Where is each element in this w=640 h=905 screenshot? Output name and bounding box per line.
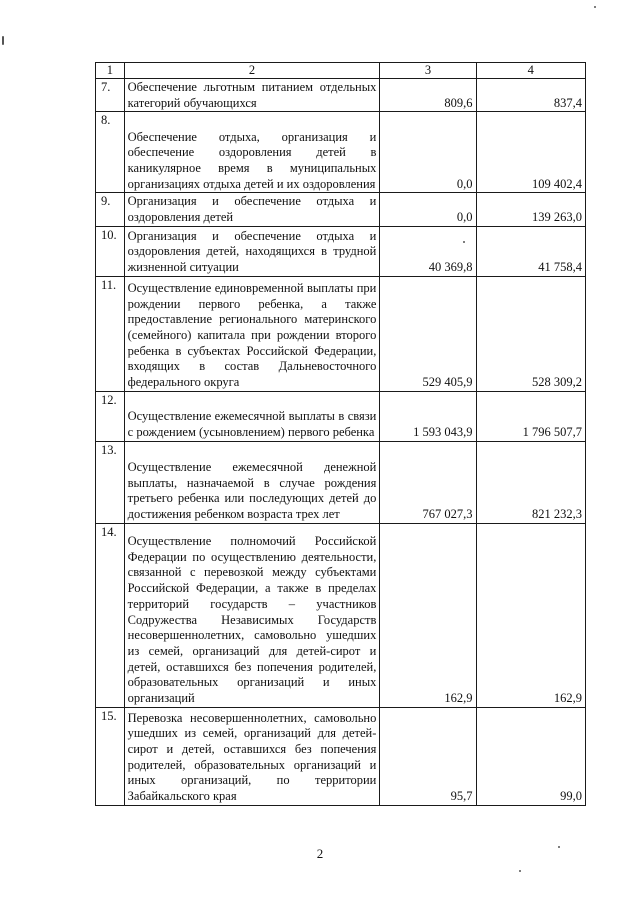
scan-speck: [519, 870, 521, 872]
row-value-col4: 41 758,4: [476, 226, 585, 276]
table-row: [96, 441, 586, 523]
table-header-row: [96, 63, 586, 79]
row-number: 13.: [96, 441, 125, 523]
scan-speck: [2, 36, 4, 45]
row-description: Организация и обеспечение отдыха и оздоровления детей, находящихся в трудной жизненной ситуации: [124, 226, 380, 276]
scan-speck: [594, 6, 596, 8]
row-value-col3: 1 593 043,9: [380, 391, 476, 441]
row-value-col4: 139 263,0: [476, 193, 585, 226]
table-row: [96, 391, 586, 441]
budget-table: [95, 62, 586, 806]
scan-speck: [463, 241, 465, 243]
header-cell-1: 1: [96, 63, 125, 79]
header-cell-3: 3: [380, 63, 476, 79]
table-row: [96, 276, 586, 391]
row-description: Осуществление полномочий Российской Федерации по осуществлению деятельности, связанной с перевозкой между субъектами Российской Федерации, а также в пределах территорий государств – участников Содружества Независимых Государств несовершеннолетних, самовольно ушедших из семей, организаций для детей-сирот и детей, оставшихся без попечения родителей, образовательных организаций и иных организаций: [124, 523, 380, 707]
row-value-col4: 99,0: [476, 707, 585, 805]
row-value-col4: 162,9: [476, 523, 585, 707]
table-body: [96, 63, 586, 806]
row-number: 14.: [96, 523, 125, 707]
row-value-col4: 109 402,4: [476, 112, 585, 193]
row-description: Перевозка несовершеннолетних, самовольно ушедших из семей, организаций для детей-сирот и детей, оставшихся без попечения родителей, образовательных организаций и иных организаций, по территории Забайкальского края: [124, 707, 380, 805]
row-value-col3: 767 027,3: [380, 441, 476, 523]
row-description: Осуществление единовременной выплаты при рождении первого ребенка, а также предоставление регионального материнского (семейного) капитала при рождении второго ребенка в субъектах Российской Федерации, входящих в состав Дальневосточного федерального округа: [124, 276, 380, 391]
row-description: Осуществление ежемесячной денежной выплаты, назначаемой в случае рождения третьего ребенка или последующих детей до достижения ребенком возраста трех лет: [124, 441, 380, 523]
row-value-col4: 1 796 507,7: [476, 391, 585, 441]
table-row: [96, 79, 586, 112]
table-row: [96, 707, 586, 805]
row-number: 10.: [96, 226, 125, 276]
row-description: Обеспечение отдыха, организация и обеспечение оздоровления детей в каникулярное время в муниципальных организациях отдыха детей и их оздоровления: [124, 112, 380, 193]
row-description: Осуществление ежемесячной выплаты в связи с рождением (усыновлением) первого ребенка: [124, 391, 380, 441]
row-value-col3: 40 369,8: [380, 226, 476, 276]
row-value-col3: 162,9: [380, 523, 476, 707]
row-number: 15.: [96, 707, 125, 805]
row-number: 11.: [96, 276, 125, 391]
row-value-col3: 0,0: [380, 112, 476, 193]
row-value-col4: 821 232,3: [476, 441, 585, 523]
table-row: [96, 193, 586, 226]
row-number: 7.: [96, 79, 125, 112]
row-value-col3: 0,0: [380, 193, 476, 226]
row-value-col3: 809,6: [380, 79, 476, 112]
header-cell-4: 4: [476, 63, 585, 79]
row-value-col3: 529 405,9: [380, 276, 476, 391]
table-row: [96, 523, 586, 707]
scan-speck: [558, 846, 560, 848]
row-description: Организация и обеспечение отдыха и оздоровления детей: [124, 193, 380, 226]
row-number: 8.: [96, 112, 125, 193]
row-value-col4: 837,4: [476, 79, 585, 112]
table-row: [96, 112, 586, 193]
header-cell-2: 2: [124, 63, 380, 79]
row-number: 9.: [96, 193, 125, 226]
row-value-col4: 528 309,2: [476, 276, 585, 391]
row-number: 12.: [96, 391, 125, 441]
page-number: 2: [316, 846, 324, 861]
row-description: Обеспечение льготным питанием отдельных категорий обучающихся: [124, 79, 380, 112]
table-row: [96, 226, 586, 276]
row-value-col3: 95,7: [380, 707, 476, 805]
